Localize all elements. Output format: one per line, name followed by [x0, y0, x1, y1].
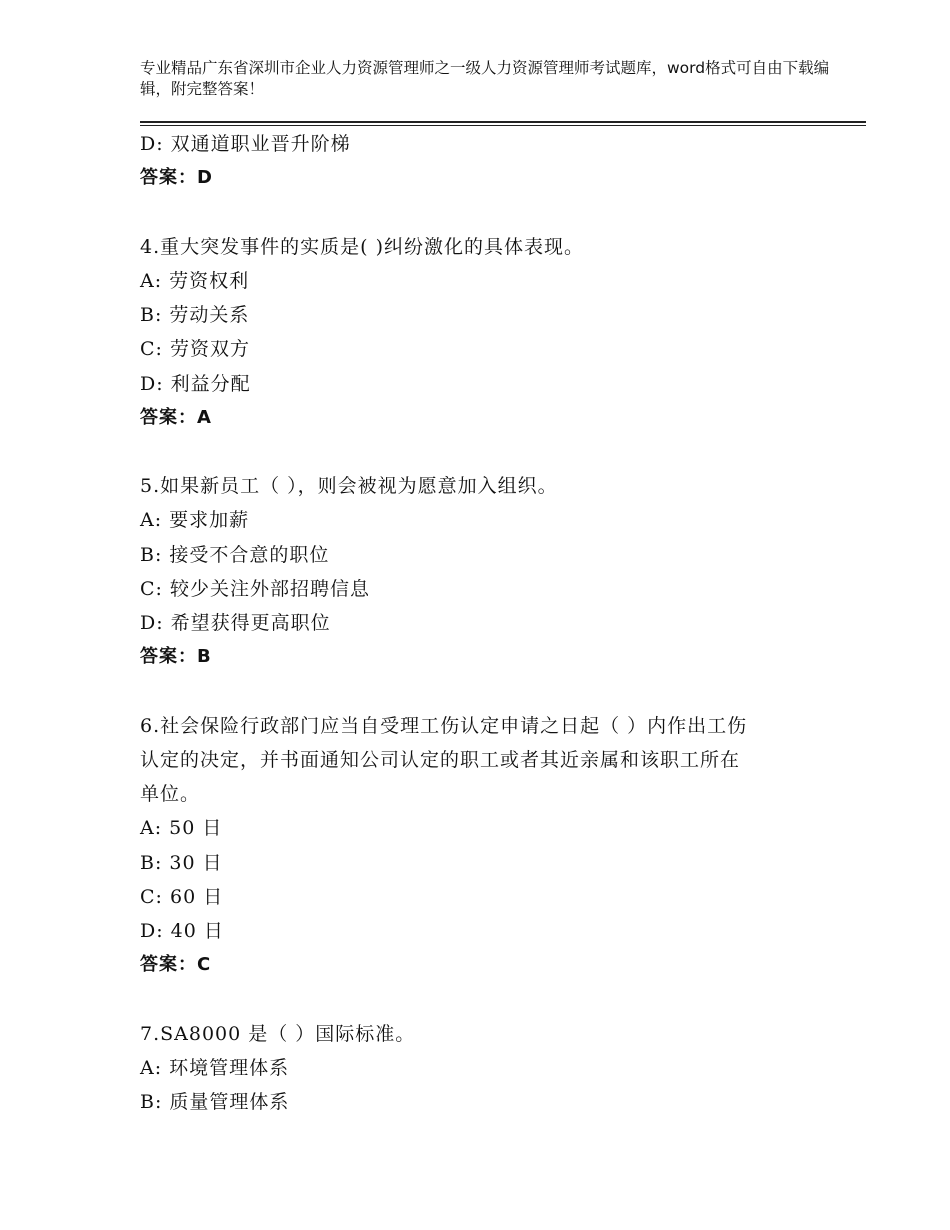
option-a: A: 劳资权利 — [140, 269, 250, 292]
document-body — [140, 127, 830, 1119]
option-a: A: 50 日 — [140, 817, 223, 840]
spacer — [140, 982, 830, 1016]
option-c: C: 60 日 — [140, 885, 224, 908]
option-a: A: 环境管理体系 — [140, 1056, 290, 1079]
spacer — [140, 195, 830, 229]
option-b: B: 接受不合意的职位 — [140, 543, 330, 566]
answer-line: 答案：A — [140, 406, 212, 428]
spacer — [140, 435, 830, 469]
question-stem-line-1: 6.社会保险行政部门应当自受理工伤认定申请之日起（ ）内作出工伤 — [140, 714, 748, 737]
option-d: D: 40 日 — [140, 919, 224, 942]
option-b: B: 质量管理体系 — [140, 1091, 290, 1114]
answer-line: 答案：C — [140, 954, 212, 976]
question-stem: 5.如果新员工（ ），则会被视为愿意加入组织。 — [140, 475, 558, 498]
answer-line: 答案：D — [140, 167, 213, 189]
question-stem-line-2: 认定的决定，并书面通知公司认定的职工或者其近亲属和该职工所在 — [140, 748, 741, 771]
answer-line: 答案：B — [140, 646, 212, 668]
option-c: C: 劳资双方 — [140, 338, 250, 361]
option-d: D: 双通道职业晋升阶梯 — [140, 133, 351, 155]
option-d: D: 利益分配 — [140, 372, 251, 395]
option-d: D: 希望获得更高职位 — [140, 612, 331, 635]
option-b: B: 30 日 — [140, 851, 223, 874]
header-rule-thin — [140, 125, 866, 126]
question-stem-line-3: 单位。 — [140, 783, 201, 806]
document-header: 专业精品广东省深圳市企业人力资源管理师之一级人力资源管理师考试题库，word格式可自由下载编辑，附完整答案！ — [140, 59, 830, 98]
header-rule-thick — [140, 121, 866, 123]
question-stem: 7.SA8000 是（ ）国际标准。 — [140, 1022, 416, 1045]
option-b: B: 劳动关系 — [140, 304, 250, 327]
question-stem: 4.重大突发事件的实质是( )纠纷激化的具体表现。 — [140, 235, 584, 258]
option-c: C: 较少关注外部招聘信息 — [140, 577, 370, 600]
spacer — [140, 674, 830, 708]
option-a: A: 要求加薪 — [140, 509, 250, 532]
